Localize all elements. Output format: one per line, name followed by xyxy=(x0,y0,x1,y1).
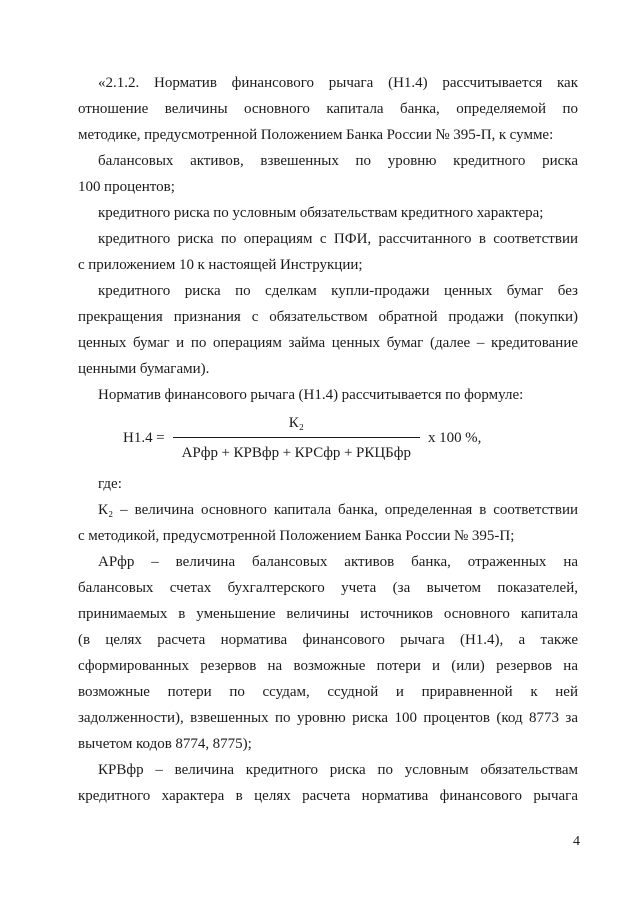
text-line: кредитного характера в целях расчета норматива финансового рычага xyxy=(78,788,578,804)
text-line: АРфр – величина балансовых активов банка, отраженных на xyxy=(98,554,578,570)
text-line: где: xyxy=(98,476,122,492)
paragraph xyxy=(78,278,578,382)
text-line: задолженности), взвешенных по уровню риска 100 процентов (код 8773 за xyxy=(78,710,578,726)
formula-denominator: АРфр + КРВфр + КРСфр + РКЦБфр xyxy=(173,437,420,465)
text-line: кредитного риска по сделкам купли-продажи ценных бумаг без xyxy=(98,283,578,299)
paragraph xyxy=(78,226,578,278)
text-line: КРВфр – величина кредитного риска по условным обязательствам xyxy=(98,762,578,778)
paragraph xyxy=(78,471,578,497)
paragraph xyxy=(78,549,578,757)
document-body xyxy=(78,70,578,809)
text-line: с методикой, предусмотренной Положением Банка России № 395-П; xyxy=(78,528,515,544)
page-number: 4 xyxy=(573,834,580,849)
text-line: кредитного риска по операциям с ПФИ, рассчитанного в соответствии xyxy=(98,231,578,247)
text-line: К₂ – величина основного капитала банка, определенная в соответствии xyxy=(98,502,578,518)
text-line: 100 процентов; xyxy=(78,179,175,195)
formula-fraction xyxy=(173,411,420,465)
text-line: (в целях расчета норматива финансового рычага (Н1.4), а также xyxy=(78,632,578,648)
text-line: кредитного риска по условным обязательствам кредитного характера; xyxy=(98,205,544,221)
text-line: ценными бумагами). xyxy=(78,361,210,377)
text-block-after-formula xyxy=(78,471,578,809)
paragraph xyxy=(78,70,578,148)
text-line: сформированных резервов на возможные потери и (или) резервов на xyxy=(78,658,578,674)
paragraph xyxy=(78,497,578,549)
formula-h1-4 xyxy=(123,411,578,465)
text-line: вычетом кодов 8774, 8775); xyxy=(78,736,252,752)
text-line: балансовых счетах бухгалтерского учета (за вычетом показателей, xyxy=(78,580,578,596)
text-line: «2.1.2. Норматив финансового рычага (Н1.4) рассчитывается как xyxy=(98,75,578,91)
text-line: принимаемых в уменьшение величины источников основного капитала xyxy=(78,606,578,622)
text-line: возможные потери по ссудам, ссудной и приравненной к ней xyxy=(78,684,578,700)
formula-lhs: Н1.4 = xyxy=(123,430,165,446)
text-line: методике, предусмотренной Положением Банка России № 395-П, к сумме: xyxy=(78,127,554,143)
formula-rhs: х 100 %, xyxy=(428,430,482,446)
paragraph xyxy=(78,382,578,408)
text-line: отношение величины основного капитала банка, определяемой по xyxy=(78,101,578,117)
paragraph xyxy=(78,148,578,200)
paragraph xyxy=(78,200,578,226)
text-line: Норматив финансового рычага (Н1.4) рассчитывается по формуле: xyxy=(98,387,524,403)
text-line: балансовых активов, взвешенных по уровню кредитного риска xyxy=(98,153,578,169)
text-line: ценных бумаг и по операциям займа ценных бумаг (далее – кредитование xyxy=(78,335,578,351)
formula-numerator: К₂ xyxy=(288,415,304,431)
text-block-before-formula xyxy=(78,70,578,408)
text-line: с приложением 10 к настоящей Инструкции; xyxy=(78,257,363,273)
text-line: прекращения признания с обязательством обратной продажи (покупки) xyxy=(78,309,578,325)
paragraph xyxy=(78,757,578,809)
